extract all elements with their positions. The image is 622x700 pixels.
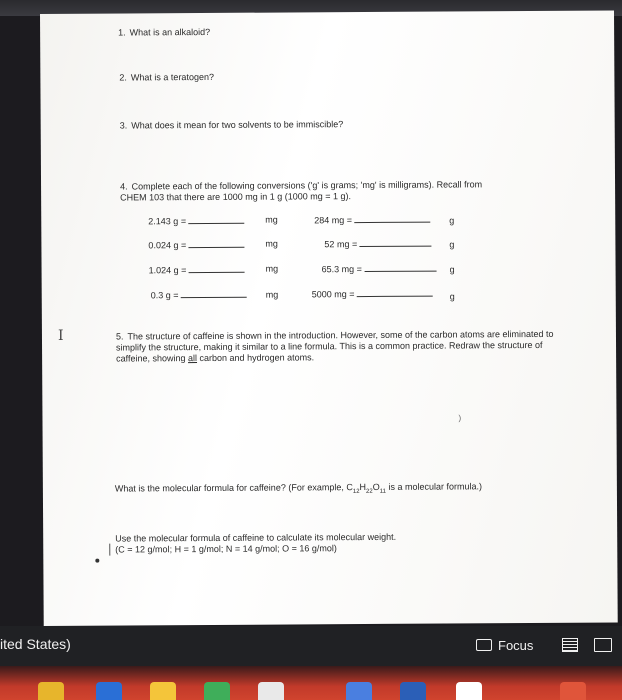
molecular-formula-question [115, 481, 482, 499]
language-status[interactable]: ited States) [0, 636, 71, 652]
dock-app-icon[interactable] [560, 682, 586, 700]
conversion-value: 0.3 g = [150, 290, 179, 301]
unit-label: g [449, 215, 455, 226]
unit-label: mg [265, 238, 278, 249]
element-symbol: H [359, 482, 367, 493]
question-2 [119, 72, 214, 84]
subscript: 11 [379, 488, 387, 495]
unit-label: mg [265, 289, 279, 300]
question-number: 4. [120, 181, 128, 192]
conversion-value: 0.024 g = [148, 240, 187, 251]
conversion-row [151, 289, 247, 301]
conversion-row [149, 264, 245, 276]
question-number: 2. [119, 72, 127, 83]
answer-blank[interactable] [189, 239, 245, 248]
text-caret [109, 544, 110, 556]
conversion-value: 2.143 g = [148, 216, 187, 227]
answer-blank[interactable] [189, 215, 245, 224]
conversion-value: 284 mg = [314, 215, 353, 226]
unit-label: g [449, 264, 455, 275]
conversion-value: 1.024 g = [148, 265, 187, 276]
stray-mark: ) [458, 413, 462, 423]
dock-app-icon[interactable] [258, 682, 284, 700]
molecular-weight-question [115, 532, 396, 556]
unit-label: mg [265, 263, 279, 274]
question-text-end: carbon and hydrogen atoms. [196, 352, 315, 364]
question-text: What does it mean for two solvents to be immiscible? [131, 119, 344, 131]
question-text: What is a teratogen? [130, 71, 214, 83]
question-number: 3. [119, 120, 128, 131]
read-mode-icon[interactable] [562, 638, 578, 652]
dock-app-icon[interactable] [346, 682, 372, 700]
subscript: 12 [352, 488, 360, 495]
text-cursor-icon: I [58, 328, 64, 344]
question-1 [118, 27, 210, 39]
conversion-row [324, 238, 431, 250]
conversion-value: 65.3 mg = [321, 264, 362, 275]
question-text: What is an alkaloid? [129, 26, 211, 38]
conversion-row [312, 288, 433, 300]
dock-app-icon[interactable] [150, 682, 176, 700]
question-4 [120, 179, 482, 203]
unit-label: mg [265, 214, 278, 225]
dock-app-icon[interactable] [38, 682, 64, 700]
element-symbol: O [372, 481, 380, 492]
conversion-row [314, 214, 430, 226]
question-number: 5. [115, 331, 124, 342]
print-layout-icon[interactable] [594, 638, 612, 652]
bullet-dot [95, 559, 99, 563]
question-text-line2: CHEM 103 that there are 1000 mg in 1 g (1000 mg = 1 g). [120, 191, 352, 203]
question-number: 1. [118, 27, 126, 38]
dock-app-icon[interactable] [400, 682, 426, 700]
focus-button[interactable] [476, 635, 533, 655]
unit-label: g [449, 291, 455, 302]
atomic-masses-text: (C = 12 g/mol; H = 1 g/mol; N = 14 g/mol; O = 16 g/mol) [115, 543, 337, 555]
weight-question-text: Use the molecular formula of caffeine to calculate its molecular weight. [115, 531, 397, 544]
question-5 [116, 329, 564, 365]
question-text: Complete each of the following conversions ('g' is grams; 'mg' is milligrams). Recall from [131, 179, 483, 192]
conversion-row [148, 215, 244, 227]
subscript: 22 [366, 488, 373, 495]
focus-icon [476, 639, 492, 651]
focus-label: Focus [498, 637, 534, 653]
app-dock [0, 666, 622, 700]
answer-blank[interactable] [360, 238, 432, 247]
dock-app-icon[interactable] [96, 682, 122, 700]
answer-blank[interactable] [357, 288, 433, 297]
answer-blank[interactable] [181, 289, 247, 298]
conversion-value: 5000 mg = [311, 289, 355, 300]
answer-blank[interactable] [189, 264, 245, 273]
dock-app-icon[interactable] [204, 682, 230, 700]
unit-label: g [449, 239, 455, 250]
question-text: The structure of caffeine is shown in the introduction. However, some of the carbon atoms are eliminated to simplify the structure, making it similar to a line formula. This is a common practice. Redraw the structure of caffeine, showing [116, 328, 554, 364]
taskbar [0, 626, 622, 666]
dock-app-icon[interactable] [456, 682, 482, 700]
formula-question-text: What is the molecular formula for caffeine? (For example, C [114, 482, 353, 494]
answer-blank[interactable] [364, 263, 436, 272]
answer-blank[interactable] [355, 214, 431, 223]
conversion-value: 52 mg = [324, 239, 358, 250]
conversion-row [322, 263, 437, 275]
conversion-row [148, 239, 244, 251]
emphasis-text: all [187, 353, 198, 364]
document-page[interactable] [40, 10, 618, 625]
formula-question-end: is a molecular formula.) [385, 481, 483, 492]
question-3 [120, 119, 344, 131]
